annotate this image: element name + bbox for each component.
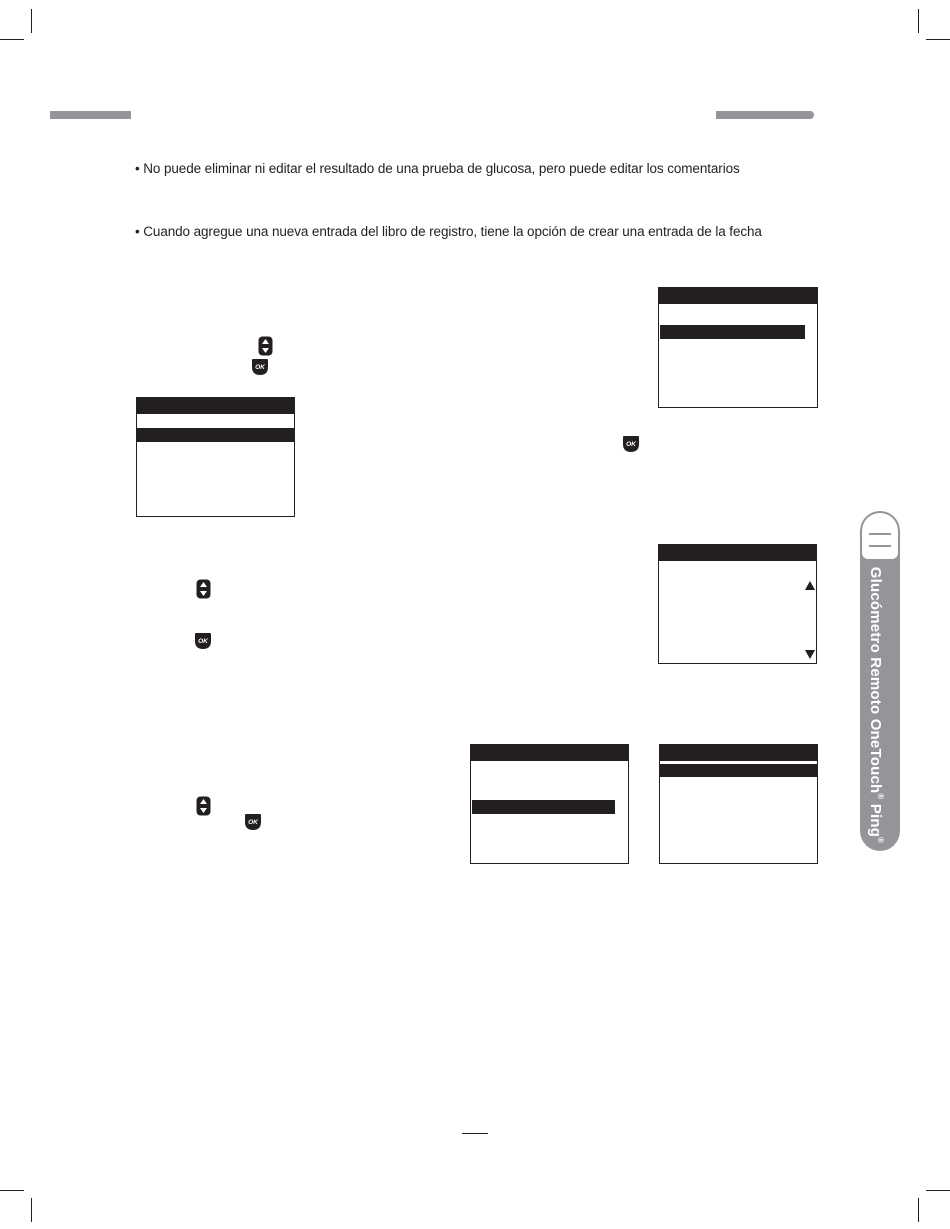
crop-mark	[31, 1198, 32, 1222]
ok-button-icon	[622, 435, 640, 453]
crop-mark	[0, 1190, 24, 1191]
meter-screen-menu	[658, 287, 818, 408]
header-bar-right	[716, 111, 814, 119]
side-tab-title-end: Ping	[867, 799, 884, 838]
registered-mark: ®	[876, 837, 885, 844]
side-tab-title-main: Glucómetro Remoto OneTouch	[867, 566, 884, 794]
crop-mark	[0, 39, 24, 40]
crop-mark	[918, 1198, 919, 1222]
screen-header-bar	[659, 288, 817, 304]
ok-button-icon	[194, 632, 212, 650]
up-down-button-icon	[258, 336, 273, 356]
svg-text:OK: OK	[626, 441, 636, 448]
svg-text:OK: OK	[198, 638, 208, 645]
screen-selected-row	[472, 800, 615, 814]
page-number-rule	[462, 1133, 488, 1134]
meter-screen-menu	[470, 744, 629, 864]
up-down-button-icon	[196, 579, 211, 599]
screen-header-bar	[659, 545, 816, 561]
crop-mark	[31, 9, 32, 33]
screen-header-bar	[471, 745, 628, 761]
screen-header-bar	[137, 398, 294, 414]
scroll-down-arrow-icon	[805, 650, 815, 659]
ok-button-icon	[251, 358, 269, 376]
crop-mark	[926, 39, 950, 40]
ok-button-icon	[244, 813, 262, 831]
side-tab-title	[868, 545, 892, 865]
screen-selected-row	[660, 764, 817, 777]
header-bar-left	[50, 111, 131, 119]
crop-mark	[926, 1190, 950, 1191]
screen-selected-row	[660, 325, 805, 339]
screen-selected-row	[137, 428, 294, 442]
meter-screen-list	[658, 544, 817, 664]
meter-screen-menu	[136, 397, 295, 517]
crop-mark	[918, 9, 919, 33]
bullet-text-2: • Cuando agregue una nueva entrada del libro de registro, tiene la opción de crear una entrada de la fecha	[135, 224, 762, 239]
up-down-button-icon	[196, 796, 211, 816]
registered-mark: ®	[876, 793, 885, 800]
tab-cap-line	[869, 533, 891, 535]
screen-header-bar	[660, 745, 817, 761]
svg-text:OK: OK	[248, 819, 258, 826]
bullet-text-1: • No puede eliminar ni editar el resultado de una prueba de glucosa, pero puede editar los comentarios	[135, 161, 740, 176]
meter-screen-menu	[659, 744, 818, 864]
scroll-up-arrow-icon	[805, 581, 815, 590]
svg-text:OK: OK	[255, 364, 265, 371]
